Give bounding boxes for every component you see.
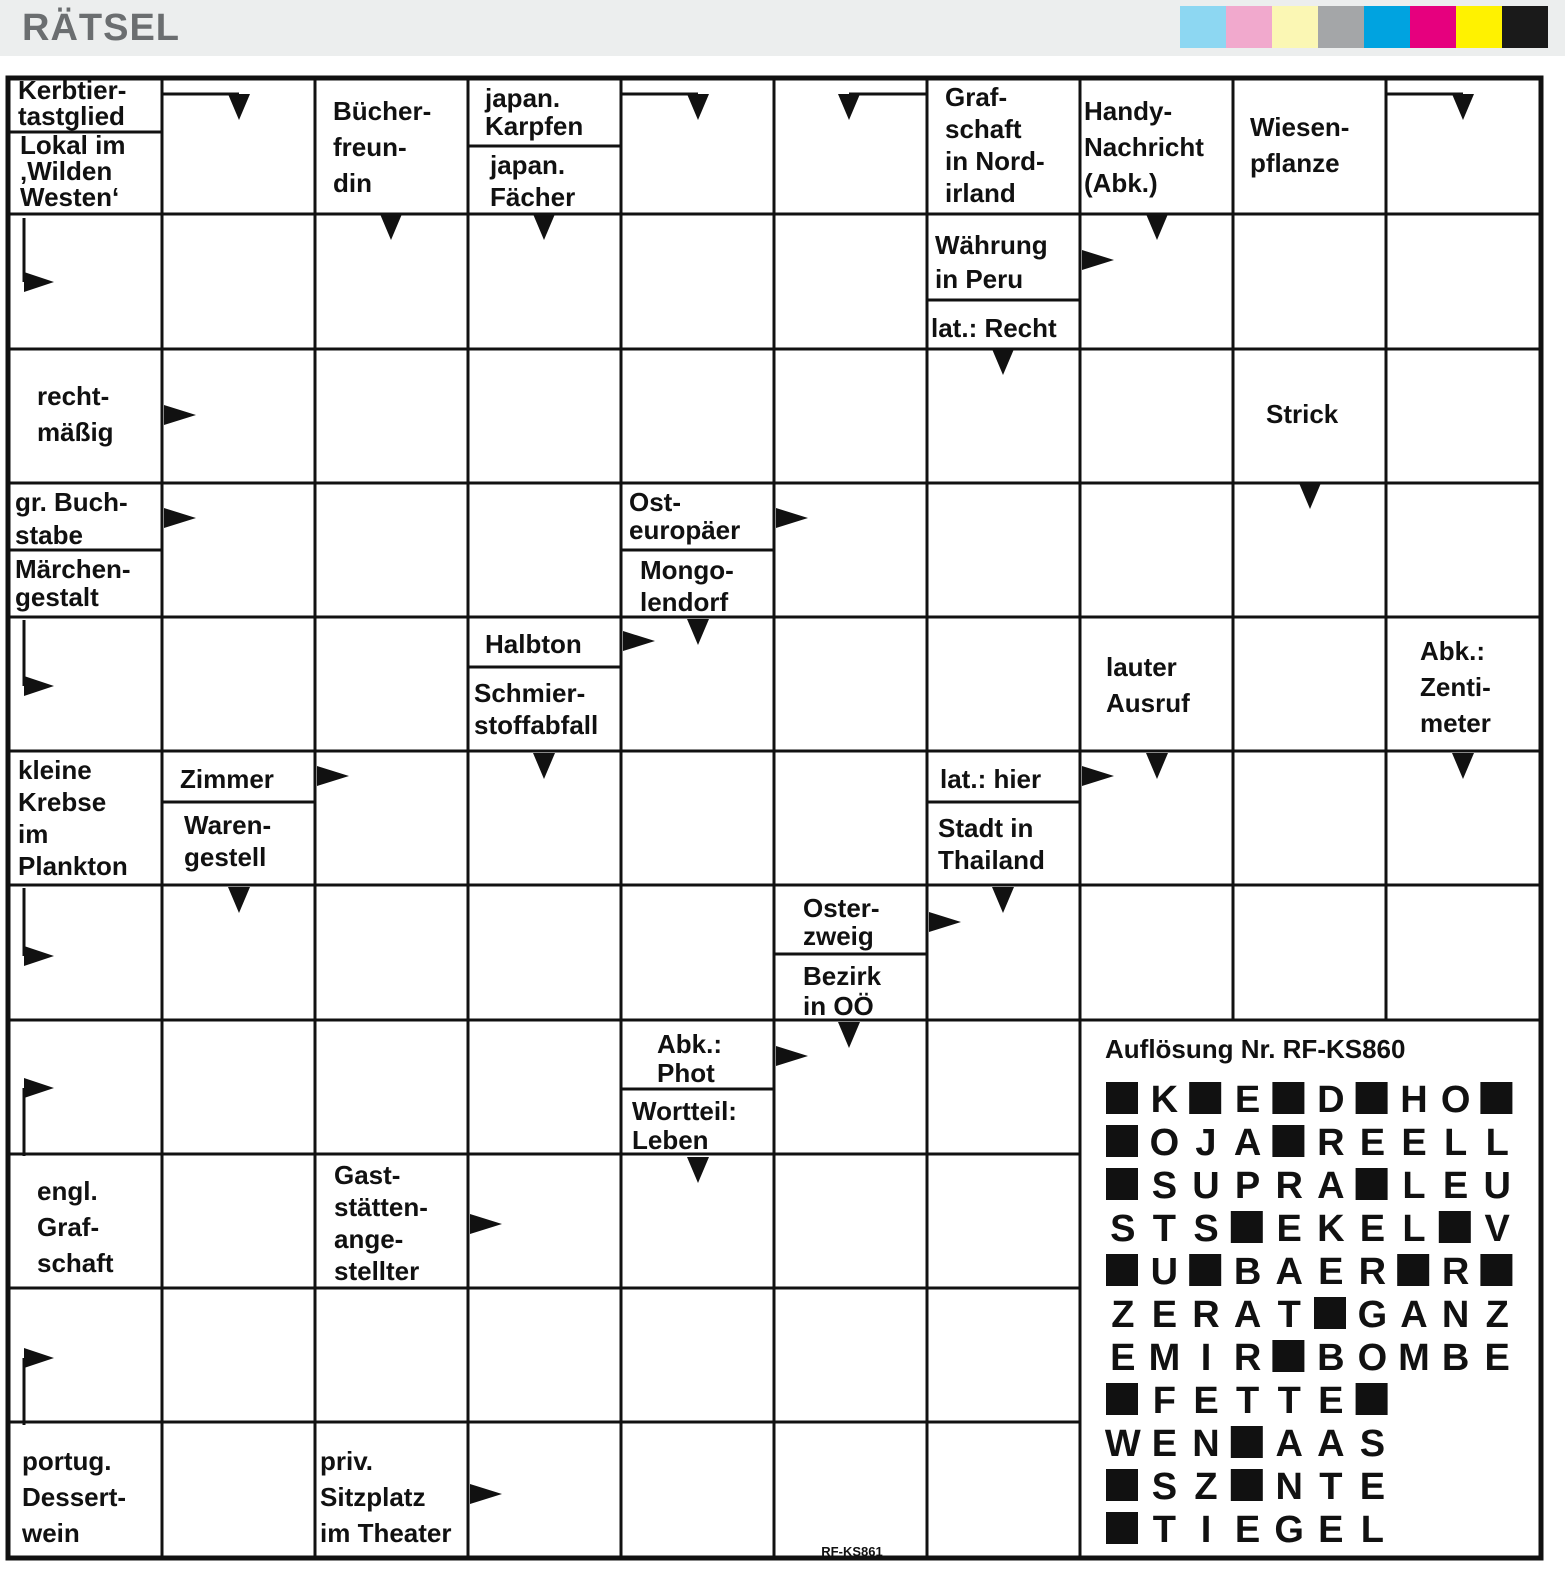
solution-letter: T xyxy=(1235,1380,1260,1422)
solution-black-square xyxy=(1272,1082,1304,1114)
clue-line: Schmier- xyxy=(474,678,586,708)
solution-letter: V xyxy=(1484,1208,1510,1250)
clue-text xyxy=(1106,652,1190,718)
clue-line: recht- xyxy=(37,381,110,411)
clue-line: Wiesen- xyxy=(1250,112,1350,142)
solution-letter: E xyxy=(1276,1208,1302,1250)
clue-line: Gast- xyxy=(334,1160,401,1190)
solution-letter: T xyxy=(1319,1466,1343,1508)
clue-line: Fächer xyxy=(490,182,576,212)
clue-line: Kerbtier- xyxy=(18,75,127,105)
arrow-down-icon xyxy=(1452,753,1474,779)
clue-line: Ausruf xyxy=(1106,688,1190,718)
clue-text xyxy=(37,1176,114,1278)
solution-letter: N xyxy=(1275,1466,1303,1508)
arrow-flag-icon xyxy=(24,1078,54,1098)
clue-line: Nachricht xyxy=(1084,132,1204,162)
arrow-down-icon xyxy=(992,349,1014,375)
solution-letter: L xyxy=(1360,1509,1385,1551)
arrow-down-icon xyxy=(687,94,709,120)
solution-letter: O xyxy=(1357,1337,1388,1379)
arrow-right-icon xyxy=(164,508,196,528)
clue-text xyxy=(180,764,274,794)
solution-black-square xyxy=(1356,1168,1388,1200)
clue-line: lauter xyxy=(1106,652,1177,682)
clue-line: stätten- xyxy=(334,1192,428,1222)
solution-letter: E xyxy=(1151,1423,1178,1465)
solution-letter: J xyxy=(1195,1122,1217,1164)
clue-text xyxy=(931,313,1057,343)
clue-text xyxy=(803,961,882,1021)
clue-line: Sitzplatz xyxy=(320,1482,426,1512)
clue-line: meter xyxy=(1420,708,1491,738)
solution-letter: E xyxy=(1234,1509,1261,1551)
solution-letter: A xyxy=(1233,1294,1262,1336)
solution-black-square xyxy=(1106,1082,1138,1114)
solution-panel xyxy=(1105,1034,1513,1551)
clue-line: Handy- xyxy=(1084,96,1173,126)
color-swatch xyxy=(1364,6,1410,48)
clue-line: stellter xyxy=(334,1256,420,1286)
solution-letter: E xyxy=(1359,1466,1386,1508)
arrow-down-icon xyxy=(1146,753,1168,779)
arrow-down-icon xyxy=(228,94,250,120)
color-swatch xyxy=(1456,6,1502,48)
clue-line: gestell xyxy=(184,842,267,872)
solution-letter: E xyxy=(1234,1079,1261,1121)
clue-line: gestalt xyxy=(15,582,99,612)
clue-text xyxy=(1084,96,1204,198)
clue-text xyxy=(1250,112,1349,178)
clue-text xyxy=(184,810,271,872)
solution-letter: A xyxy=(1275,1251,1303,1293)
solution-letter: F xyxy=(1152,1380,1177,1422)
arrow-down-icon xyxy=(533,214,555,240)
clue-line: in Peru xyxy=(935,264,1024,294)
color-swatch xyxy=(1410,6,1456,48)
color-swatch xyxy=(1502,6,1548,48)
solution-title: Auflösung Nr. RF-KS860 xyxy=(1105,1034,1406,1064)
clue-line: Märchen- xyxy=(15,554,131,584)
solution-letter: R xyxy=(1441,1251,1470,1293)
solution-letter: T xyxy=(1152,1509,1177,1551)
clue-line: Abk.: xyxy=(657,1029,722,1059)
clue-text xyxy=(632,1096,737,1155)
solution-letter: M xyxy=(1398,1337,1430,1379)
solution-black-square xyxy=(1480,1254,1512,1286)
solution-letter: O xyxy=(1440,1079,1471,1121)
solution-letter: L xyxy=(1443,1122,1468,1164)
solution-black-square xyxy=(1231,1469,1263,1501)
clue-line: Zimmer xyxy=(180,764,274,794)
solution-black-square xyxy=(1480,1082,1512,1114)
clue-line: tastglied xyxy=(18,101,125,131)
solution-letter: U xyxy=(1192,1165,1220,1207)
solution-letter: S xyxy=(1151,1466,1178,1508)
clue-line: (Abk.) xyxy=(1084,168,1158,198)
arrow-right-icon xyxy=(470,1214,502,1234)
solution-letter: N xyxy=(1192,1423,1220,1465)
clue-text xyxy=(935,230,1048,294)
solution-letter: E xyxy=(1318,1509,1344,1551)
clue-line: Währung xyxy=(935,230,1048,260)
solution-letter: R xyxy=(1233,1337,1262,1379)
clue-line: schaft xyxy=(37,1248,114,1278)
clue-line: kleine xyxy=(18,755,92,785)
solution-black-square xyxy=(1356,1383,1388,1415)
clue-text xyxy=(485,629,582,659)
clue-line: japan. xyxy=(485,83,561,113)
solution-letter: Z xyxy=(1485,1294,1509,1336)
clue-line: Mongo- xyxy=(640,555,734,585)
clue-line: pflanze xyxy=(1250,148,1340,178)
clue-line: irland xyxy=(945,178,1016,208)
clue-line: Karpfen xyxy=(485,111,584,141)
solution-letter: M xyxy=(1148,1337,1181,1379)
clue-line: engl. xyxy=(37,1176,98,1206)
solution-black-square xyxy=(1106,1125,1138,1157)
clue-line: Westen‘ xyxy=(20,182,120,212)
clue-text xyxy=(20,130,125,212)
solution-black-square xyxy=(1106,1383,1138,1415)
clue-text xyxy=(15,487,128,550)
clue-line: japan. xyxy=(490,150,566,180)
solution-letter: I xyxy=(1200,1509,1212,1551)
solution-letter: L xyxy=(1402,1165,1426,1207)
clue-line: Bücher- xyxy=(333,96,432,126)
clue-line: schaft xyxy=(945,114,1022,144)
arrow-right-icon xyxy=(623,631,655,651)
solution-letter: E xyxy=(1484,1337,1510,1379)
arrow-flag-icon xyxy=(24,272,54,292)
solution-letter: T xyxy=(1277,1294,1301,1336)
clue-line: Stadt in xyxy=(938,813,1034,843)
solution-letter: S xyxy=(1193,1208,1219,1250)
clue-text xyxy=(945,82,1045,208)
clue-line: Oster- xyxy=(803,893,880,923)
clue-line: Waren- xyxy=(184,810,272,840)
clue-line: europäer xyxy=(629,515,741,545)
arrow-right-icon xyxy=(776,1046,808,1066)
solution-letter: R xyxy=(1192,1294,1220,1336)
clue-text xyxy=(15,554,131,612)
solution-black-square xyxy=(1189,1254,1221,1286)
solution-letter: B xyxy=(1317,1337,1345,1379)
solution-letter: E xyxy=(1359,1122,1386,1164)
arrow-down-icon xyxy=(838,1022,860,1048)
clue-line: priv. xyxy=(320,1446,373,1476)
arrow-down-icon xyxy=(992,887,1014,913)
solution-letter: A xyxy=(1317,1165,1345,1207)
clue-text xyxy=(938,813,1045,875)
arrow-right-icon xyxy=(317,766,349,786)
clue-line: Krebse xyxy=(18,787,107,817)
solution-black-square xyxy=(1106,1168,1138,1200)
arrow-right-icon xyxy=(164,405,196,425)
solution-letter: D xyxy=(1317,1079,1345,1121)
clue-line: Strick xyxy=(1266,399,1339,429)
clue-text xyxy=(333,96,431,198)
solution-letter: N xyxy=(1441,1294,1470,1336)
solution-letter: E xyxy=(1193,1380,1219,1422)
solution-letter: S xyxy=(1359,1423,1386,1465)
clue-line: Halbton xyxy=(485,629,582,659)
color-swatch xyxy=(1272,6,1318,48)
solution-letter: A xyxy=(1317,1423,1345,1465)
solution-letter: O xyxy=(1149,1122,1180,1164)
clue-line: ange- xyxy=(334,1224,404,1254)
clue-line: Wortteil: xyxy=(632,1096,737,1126)
solution-black-square xyxy=(1231,1211,1263,1243)
clue-text xyxy=(37,381,114,447)
solution-black-square xyxy=(1106,1254,1138,1286)
clue-line: lat.: hier xyxy=(940,764,1042,794)
arrow-flag-icon xyxy=(24,676,54,696)
solution-letter: K xyxy=(1317,1208,1345,1250)
arrow-right-icon xyxy=(470,1484,502,1504)
arrow-down-icon xyxy=(228,887,250,913)
solution-letter: U xyxy=(1150,1251,1179,1293)
clue-line: in OÖ xyxy=(803,991,874,1021)
crossword-grid xyxy=(0,70,1565,1588)
clue-text xyxy=(629,487,740,545)
clue-line: Graf- xyxy=(945,82,1008,112)
clue-line: freun- xyxy=(333,132,407,162)
clue-text xyxy=(21,1446,126,1548)
clue-line: Thailand xyxy=(938,845,1045,875)
clue-text xyxy=(1266,399,1339,429)
clue-line: Plankton xyxy=(18,851,128,881)
solution-letter: A xyxy=(1233,1122,1262,1164)
clue-text xyxy=(334,1160,428,1286)
solution-letter: I xyxy=(1200,1337,1212,1379)
solution-letter: E xyxy=(1318,1251,1344,1293)
clue-line: stoffabfall xyxy=(474,710,599,740)
solution-letter: Z xyxy=(1194,1466,1218,1508)
clue-line: Dessert- xyxy=(22,1482,127,1512)
solution-letter: E xyxy=(1318,1380,1344,1422)
arrow-down-icon xyxy=(687,1157,709,1183)
solution-letter: K xyxy=(1150,1079,1179,1121)
arrow-right-icon xyxy=(1082,250,1114,270)
clue-line: Ost- xyxy=(629,487,681,517)
arrow-down-icon xyxy=(380,214,402,240)
clue-text xyxy=(640,555,734,617)
color-calibration-bar xyxy=(1180,6,1548,48)
arrow-down-icon xyxy=(838,94,860,120)
solution-black-square xyxy=(1272,1125,1304,1157)
solution-letter: E xyxy=(1401,1122,1427,1164)
page-title: RÄTSEL xyxy=(22,7,180,49)
clue-line: portug. xyxy=(22,1446,112,1476)
solution-letter: B xyxy=(1233,1251,1262,1293)
clue-line: stabe xyxy=(15,520,83,550)
clue-line: wein xyxy=(22,1518,80,1548)
clue-text xyxy=(18,75,126,131)
clue-text xyxy=(474,678,598,740)
clue-line: im xyxy=(18,819,49,849)
solution-letter: S xyxy=(1151,1165,1178,1207)
solution-letter: L xyxy=(1485,1122,1509,1164)
solution-letter: A xyxy=(1275,1423,1303,1465)
solution-black-square xyxy=(1106,1512,1138,1544)
clue-line: lendorf xyxy=(640,587,729,617)
solution-letter: A xyxy=(1400,1294,1428,1336)
solution-black-square xyxy=(1314,1297,1346,1329)
clue-line: Zenti- xyxy=(1420,672,1491,702)
solution-black-square xyxy=(1106,1469,1138,1501)
solution-letter: R xyxy=(1317,1122,1345,1164)
arrow-down-icon xyxy=(1146,214,1168,240)
clue-text xyxy=(940,764,1041,794)
solution-black-square xyxy=(1439,1211,1471,1243)
solution-letter: W xyxy=(1104,1423,1141,1465)
clue-line: Leben xyxy=(632,1125,709,1155)
header-bar xyxy=(0,0,1565,56)
solution-black-square xyxy=(1397,1254,1429,1286)
solution-letter: B xyxy=(1441,1337,1470,1379)
solution-black-square xyxy=(1356,1082,1388,1114)
clue-text xyxy=(484,83,583,141)
solution-letter: S xyxy=(1110,1208,1136,1250)
clue-line: ‚Wilden xyxy=(20,156,113,186)
solution-letter: G xyxy=(1357,1294,1388,1336)
solution-black-square xyxy=(1231,1426,1263,1458)
solution-letter: Z xyxy=(1111,1294,1135,1336)
clue-line: im Theater xyxy=(320,1518,452,1548)
clue-line: gr. Buch- xyxy=(15,487,128,517)
clue-line: din xyxy=(333,168,372,198)
clue-text xyxy=(657,1029,722,1088)
clue-text xyxy=(320,1446,452,1548)
clue-line: zweig xyxy=(803,921,874,951)
arrow-flag-icon xyxy=(24,946,54,966)
solution-letter: G xyxy=(1274,1509,1304,1551)
arrow-right-icon xyxy=(1082,766,1114,786)
solution-letter: U xyxy=(1483,1165,1511,1207)
arrow-flag-icon xyxy=(24,1348,54,1368)
solution-letter: E xyxy=(1151,1294,1178,1336)
solution-letter: E xyxy=(1359,1208,1386,1250)
arrow-right-icon xyxy=(929,912,961,932)
solution-letter: L xyxy=(1402,1208,1426,1250)
arrow-down-icon xyxy=(1299,483,1321,509)
arrow-down-icon xyxy=(533,753,555,779)
color-swatch xyxy=(1226,6,1272,48)
clue-texts xyxy=(15,75,1491,1548)
clue-line: Phot xyxy=(657,1058,715,1088)
solution-letter: T xyxy=(1152,1208,1177,1250)
color-swatch xyxy=(1180,6,1226,48)
clue-text xyxy=(18,755,128,881)
solution-letter: E xyxy=(1442,1165,1469,1207)
solution-letter: R xyxy=(1358,1251,1387,1293)
clue-line: Graf- xyxy=(37,1212,100,1242)
solution-letter: P xyxy=(1234,1165,1261,1207)
puzzle-code: RF-KS861 xyxy=(821,1544,883,1559)
arrow-down-icon xyxy=(687,619,709,645)
color-swatch xyxy=(1318,6,1364,48)
clue-text xyxy=(803,893,880,951)
solution-letter: H xyxy=(1400,1079,1428,1121)
clue-text xyxy=(1420,636,1491,738)
clue-line: in Nord- xyxy=(945,146,1045,176)
arrow-down-icon xyxy=(1452,94,1474,120)
clue-text xyxy=(489,150,575,212)
clue-line: mäßig xyxy=(37,417,114,447)
clue-line: Lokal im xyxy=(20,130,126,160)
clue-line: Abk.: xyxy=(1420,636,1485,666)
solution-black-square xyxy=(1272,1340,1304,1372)
solution-letter: R xyxy=(1275,1165,1303,1207)
clue-line: Bezirk xyxy=(803,961,882,991)
arrow-right-icon xyxy=(776,508,808,528)
solution-letter: T xyxy=(1277,1380,1301,1422)
solution-black-square xyxy=(1189,1082,1221,1114)
clue-line: lat.: Recht xyxy=(931,313,1057,343)
solution-letter: E xyxy=(1110,1337,1136,1379)
